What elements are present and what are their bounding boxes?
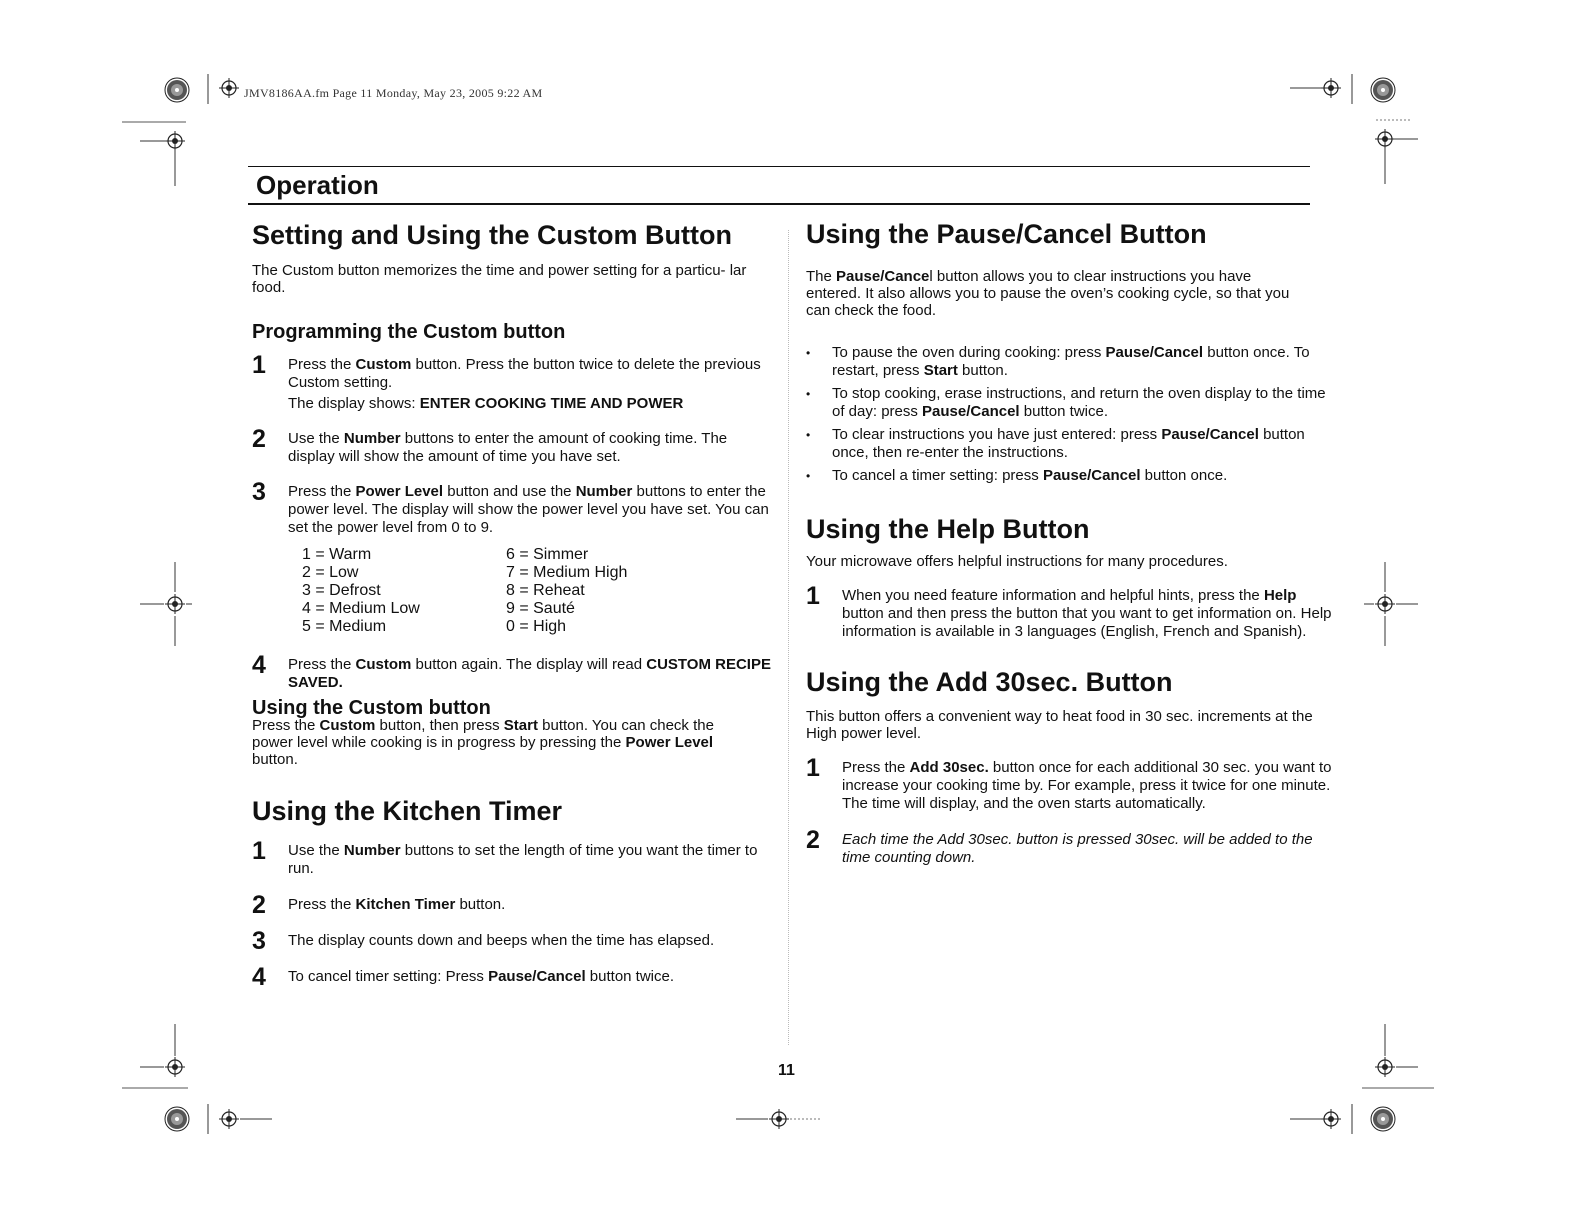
- registration-star-icon: [165, 1107, 189, 1131]
- text-run: button once.: [1140, 467, 1228, 484]
- crosshair-icon: [1375, 129, 1395, 149]
- crosshair-icon: [769, 1109, 789, 1129]
- help-intro: Your microwave offers helpful instructions for many procedures.: [806, 553, 1228, 570]
- add30-intro: This button offers a convenient way to heat food in 30 sec. increments at the High power level.: [806, 708, 1313, 742]
- step-number: 4: [252, 963, 266, 991]
- step-text: When you need feature information and helpful hints, press the: [842, 587, 1264, 604]
- programming-title: Programming the Custom button: [252, 321, 566, 343]
- step-number: 3: [252, 478, 266, 506]
- step-number: 1: [806, 754, 820, 782]
- step-bold: Custom: [355, 356, 412, 373]
- power-level-item: 0 = High: [506, 618, 567, 635]
- step-text: Press the: [842, 759, 910, 776]
- step-bold: Number: [575, 483, 633, 500]
- step-number: 1: [806, 582, 820, 610]
- text-run: button. You can check the power level while cooking is in progress by pressing the: [252, 717, 714, 751]
- text-run: The: [806, 268, 837, 285]
- text-bold: Start: [503, 717, 538, 734]
- power-level-item: 5 = Medium: [302, 618, 387, 635]
- step-number: 2: [252, 425, 266, 453]
- page-number: 11: [778, 1062, 795, 1079]
- text-bold: Pause/Cancel: [1042, 467, 1141, 484]
- crosshair-icon: [1321, 78, 1341, 98]
- text-run: button.: [252, 751, 298, 768]
- crosshair-icon: [165, 594, 185, 614]
- step-text: button. Press the button twice to delete the previous Custom setting.: [288, 356, 761, 391]
- step-number: 1: [252, 837, 266, 865]
- text-run: To stop cooking, erase instructions, and return the oven display to the time of day: press: [832, 385, 1326, 420]
- file-slug: JMV8186AA.fm Page 11 Monday, May 23, 2005 9:22 AM: [244, 86, 543, 100]
- text-run: To pause the oven during cooking: press: [832, 344, 1106, 361]
- pause-title: Using the Pause/Cancel Button: [806, 219, 1207, 249]
- text-bold: Custom: [319, 717, 376, 734]
- text-run: To clear instructions you have just entered: press: [832, 426, 1162, 443]
- step-bold: Number: [343, 430, 401, 447]
- crosshair-icon: [219, 78, 239, 98]
- text-run: button twice.: [1019, 403, 1108, 420]
- power-level-item: 4 = Medium Low: [302, 600, 420, 617]
- step-text: button.: [455, 896, 506, 913]
- power-level-item: 2 = Low: [302, 564, 359, 581]
- using-custom-title: Using the Custom button: [252, 697, 491, 719]
- step-text: button and use the: [443, 483, 576, 500]
- step-note: The time will display, and the oven starts automatically.: [842, 795, 1206, 812]
- add30-title: Using the Add 30sec. Button: [806, 667, 1173, 697]
- text-bold: Pause/Cancel: [1105, 344, 1204, 361]
- step-text: Press the: [288, 896, 356, 913]
- crosshair-icon: [1375, 1057, 1395, 1077]
- timer-title: Using the Kitchen Timer: [252, 796, 563, 826]
- step-bold: Pause/Cancel: [488, 968, 586, 985]
- power-level-item: 7 = Medium High: [506, 564, 628, 581]
- text-bold: Power Level: [625, 734, 714, 751]
- text-bold: Pause/Cancel: [922, 403, 1020, 420]
- text-run: To cancel a timer setting: press: [832, 467, 1043, 484]
- step-text: button once for each additional 30 sec. you want to increase your cooking time by. For example, press it twice for one minute.: [842, 759, 1332, 794]
- text-run: Press the: [252, 717, 320, 734]
- custom-title: Setting and Using the Custom Button: [252, 220, 732, 250]
- text-run: l button allows you to clear instructions you have entered. It also allows you to pause the oven’s cooking cycle, so that you can check the food.: [806, 268, 1290, 319]
- step-number: 2: [252, 891, 266, 919]
- step-text: Each time the Add 30sec. button is pressed 30sec. will be added to the time counting down.: [842, 831, 1313, 866]
- step-text: Press the: [288, 356, 356, 373]
- text-bold: Start: [923, 362, 958, 379]
- step-text: Use the: [288, 430, 344, 447]
- crosshair-icon: [219, 1109, 239, 1129]
- crosshair-icon: [165, 131, 185, 151]
- power-level-item: 1 = Warm: [302, 546, 372, 563]
- step-bold: Add 30sec.: [909, 759, 989, 776]
- step-bold: Kitchen Timer: [355, 896, 456, 913]
- step-text: Press the: [288, 483, 356, 500]
- registration-star-icon: [1371, 78, 1395, 102]
- step-bold: CUSTOM RECIPE SAVED.: [288, 656, 771, 691]
- display-label: The display shows:: [288, 395, 420, 412]
- step-number: 4: [252, 651, 266, 679]
- step-number: 1: [252, 351, 266, 379]
- step-text: button twice.: [585, 968, 675, 985]
- registration-star-icon: [165, 78, 189, 102]
- power-level-item: 8 = Reheat: [506, 582, 585, 599]
- power-level-item: 6 = Simmer: [506, 546, 589, 563]
- text-run: button.: [957, 362, 1008, 379]
- custom-intro: The Custom button memorizes the time and power setting for a particu- lar food.: [252, 262, 747, 296]
- step-text: To cancel timer setting: Press: [288, 968, 489, 985]
- step-number: 2: [806, 826, 820, 854]
- text-run: button, then press: [375, 717, 504, 734]
- power-level-item: 9 = Sauté: [506, 600, 575, 617]
- section-title: Operation: [256, 170, 379, 200]
- power-level-item: 3 = Defrost: [302, 582, 381, 599]
- step-text: Press the: [288, 656, 356, 673]
- step-bold: Power Level: [355, 483, 444, 500]
- step-bold: Custom: [355, 656, 412, 673]
- crosshair-icon: [1321, 1109, 1341, 1129]
- step-text: button again. The display will read: [411, 656, 647, 673]
- help-title: Using the Help Button: [806, 514, 1090, 544]
- step-text: The display counts down and beeps when the time has elapsed.: [288, 932, 715, 949]
- display-message: ENTER COOKING TIME AND POWER: [419, 395, 684, 412]
- step-text: button and then press the button that you want to get information on. Help information is available in 3 languages (English, French and Spanish).: [842, 605, 1332, 640]
- step-text: Use the: [288, 842, 344, 859]
- text-run: button once. To restart, press: [832, 344, 1310, 379]
- step-number: 3: [252, 927, 266, 955]
- text-run: button once, then re-enter the instructions.: [832, 426, 1305, 461]
- registration-star-icon: [1371, 1107, 1395, 1131]
- crosshair-icon: [165, 1057, 185, 1077]
- step-text: buttons to set the length of time you want the timer to run.: [288, 842, 758, 877]
- step-text: buttons to enter the amount of cooking time. The display will show the amount of time you have set.: [288, 430, 728, 465]
- text-bold: Pause/Cance: [836, 268, 930, 285]
- step-bold: Number: [343, 842, 401, 859]
- crosshair-icon: [1375, 594, 1395, 614]
- text-bold: Pause/Cancel: [1161, 426, 1259, 443]
- step-text: buttons to enter the power level. The display will show the power level you have set. You can set the power level from 0 to 9.: [288, 483, 769, 536]
- step-bold: Help: [1263, 587, 1297, 604]
